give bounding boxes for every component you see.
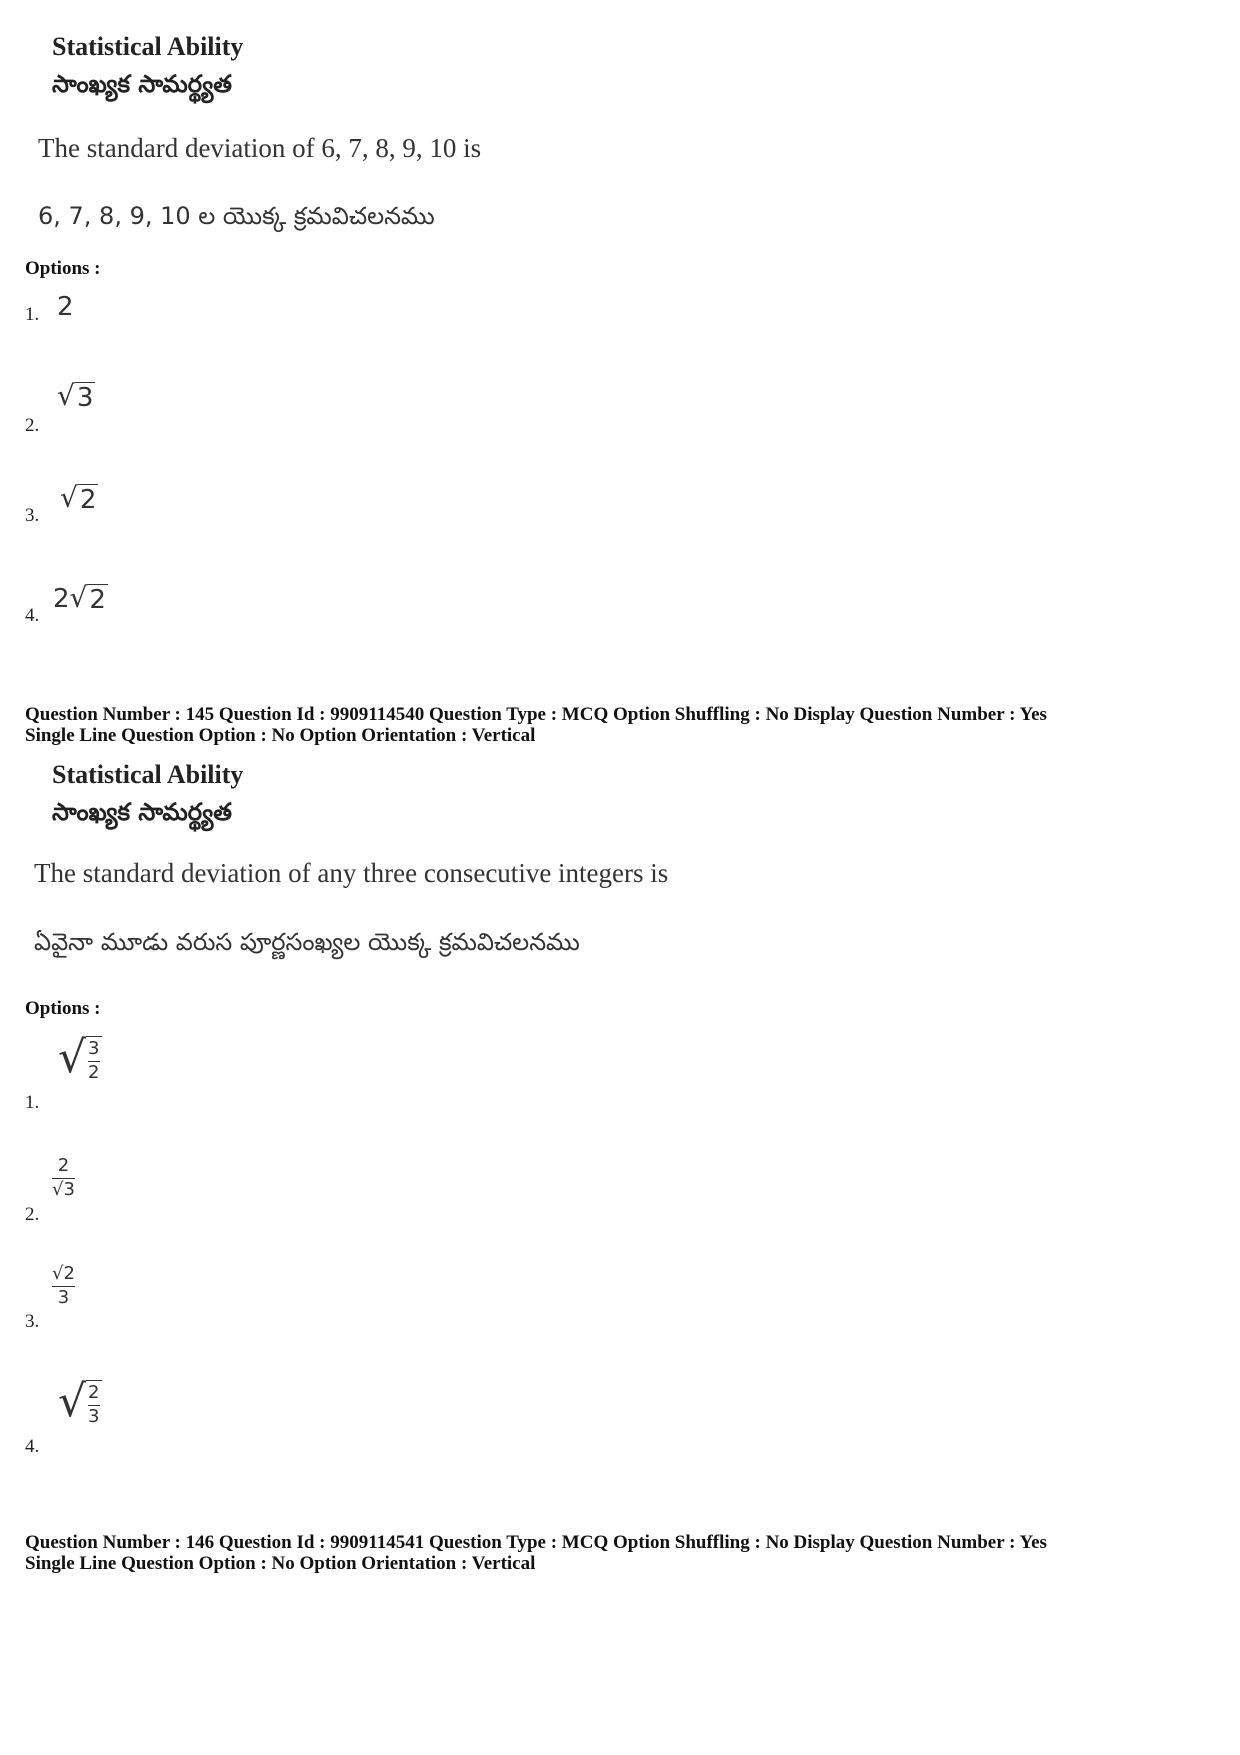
numerator: 3 [88,1038,100,1059]
subject-heading: Statistical Ability [52,32,244,61]
question-text: The standard deviation of any three consecutive integers is [34,858,669,888]
subject-heading-telugu: సాంఖ్యక సామర్థ్యత [52,70,232,98]
option-number: 2. [25,415,40,436]
question-meta-line: Single Line Question Option : No Option Orientation : Vertical [25,1553,536,1574]
option-number: 4. [25,605,40,626]
radicand: 3 [76,383,94,413]
option-number: 1. [25,304,40,325]
numerator: 2 [88,1382,100,1403]
sqrt-symbol: √ [69,581,88,614]
option-sqrt-fraction[interactable] [58,1032,102,1083]
sqrt-symbol: √ [52,1263,64,1284]
option-value[interactable]: 2 [57,292,74,322]
numerator: 2 [57,1155,70,1176]
option-number: 2. [25,1204,40,1225]
option-number: 1. [25,1092,40,1113]
radicand: 2 [89,585,106,615]
denominator: 3 [57,1286,70,1308]
sqrt-symbol: √ [52,1178,64,1200]
option-number: 3. [25,505,40,526]
question-text-telugu: 6, 7, 8, 9, 10 ల యొక్క క్రమవిచలనము [38,202,435,230]
sqrt-symbol: √ [60,481,78,514]
option-fraction[interactable] [52,1156,75,1200]
option-number: 4. [25,1436,40,1457]
denominator: 3 [88,1405,100,1427]
question-text: The standard deviation of 6, 7, 8, 9, 10 is [38,133,482,163]
options-label: Options : [25,998,101,1019]
sqrt-symbol: √ [58,1376,87,1427]
option-sqrt[interactable] [57,379,95,413]
option-sqrt-fraction[interactable] [58,1376,102,1427]
sqrt-symbol: √ [58,1032,87,1083]
question-meta [25,704,1047,746]
options-label: Options : [25,258,101,279]
question-text-telugu: ఏవైనా మూడు వరుస పూర్ణసంఖ్యల యొక్క క్రమవిచలనము [34,928,580,956]
option-number: 3. [25,1311,40,1332]
subject-heading-telugu: సాంఖ్యక సామర్థ్యత [52,798,232,826]
subject-heading: Statistical Ability [52,760,244,789]
denominator: 3 [63,1178,75,1200]
sqrt-symbol: √ [57,379,75,412]
question-meta-line: Single Line Question Option : No Option Orientation : Vertical [25,725,536,746]
question-meta [25,1532,1047,1574]
radicand: 2 [79,485,97,515]
question-meta-line: Question Number : 145 Question Id : 9909114540 Question Type : MCQ Option Shuffling : No Display Question Number : Yes [25,704,1047,725]
question-meta-line: Question Number : 146 Question Id : 9909114541 Question Type : MCQ Option Shuffling : No Display Question Number : Yes [25,1532,1047,1553]
coefficient: 2 [53,584,70,614]
option-fraction[interactable] [52,1264,75,1308]
numerator: 2 [63,1263,75,1284]
denominator: 2 [88,1061,100,1083]
option-sqrt[interactable] [60,481,98,515]
option-sqrt[interactable] [53,581,108,615]
